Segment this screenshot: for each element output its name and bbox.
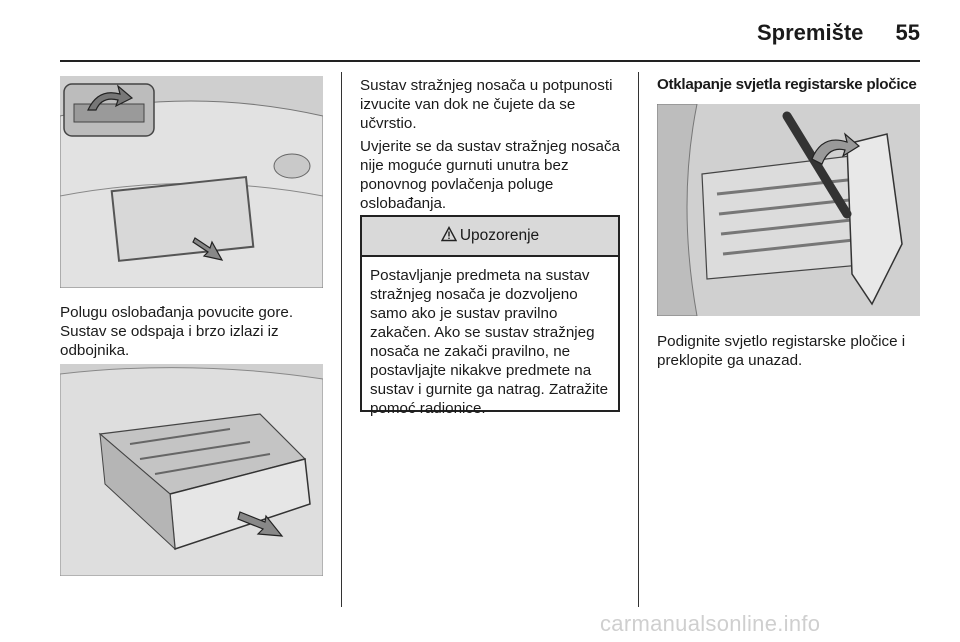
column-divider-left [341,72,342,607]
license-plate-light-drawing [657,104,920,316]
release-lever-instruction: Polugu oslobađanja povucite gore. Sustav se odspaja i brzo izlazi iz odbojnika. [60,304,294,359]
bumper-release-lever-drawing [60,76,323,288]
warning-triangle-icon [441,226,460,247]
header-divider [60,60,920,62]
bumper-release-lever-illustration [60,76,323,288]
page-number: 55 [895,20,920,45]
watermark: carmanualsonline.info [600,611,821,636]
warning-title: Upozorenje [459,227,540,244]
verify-lock-instruction: Uvjerite se da sustav stražnjeg nosača nije moguće gurnuti unutra bez ponovnog povlačenja poluge oslobađanja. [360,138,621,212]
page-title: Spremište [757,20,864,45]
warning-box [360,215,620,417]
warning-header [362,217,618,257]
license-plate-light-illustration [657,104,920,316]
pull-out-instruction: Sustav stražnjeg nosača u potpunosti izvucite van dok ne čujete da se učvrstio. [360,77,613,132]
rear-carrier-pulled-out-illustration [60,364,323,576]
section-heading: Otklapanje svjetla registarske pločice [657,76,917,93]
warning-text: Postavljanje predmeta na sustav stražnjeg nosača je dozvoljeno samo ako je sustav pravilno zakačen. Ako se sustav stražnjeg nosača ne zakači pravilno, ne postavljajte nikakve predmete na sustav i gurnite ga natrag. Zatražite pomoć radionice. [370,267,609,417]
rear-carrier-drawing [60,364,323,576]
column-divider-right [638,72,639,607]
lift-light-instruction: Podignite svjetlo registarske pločice i preklopite ga unazad. [657,333,906,369]
